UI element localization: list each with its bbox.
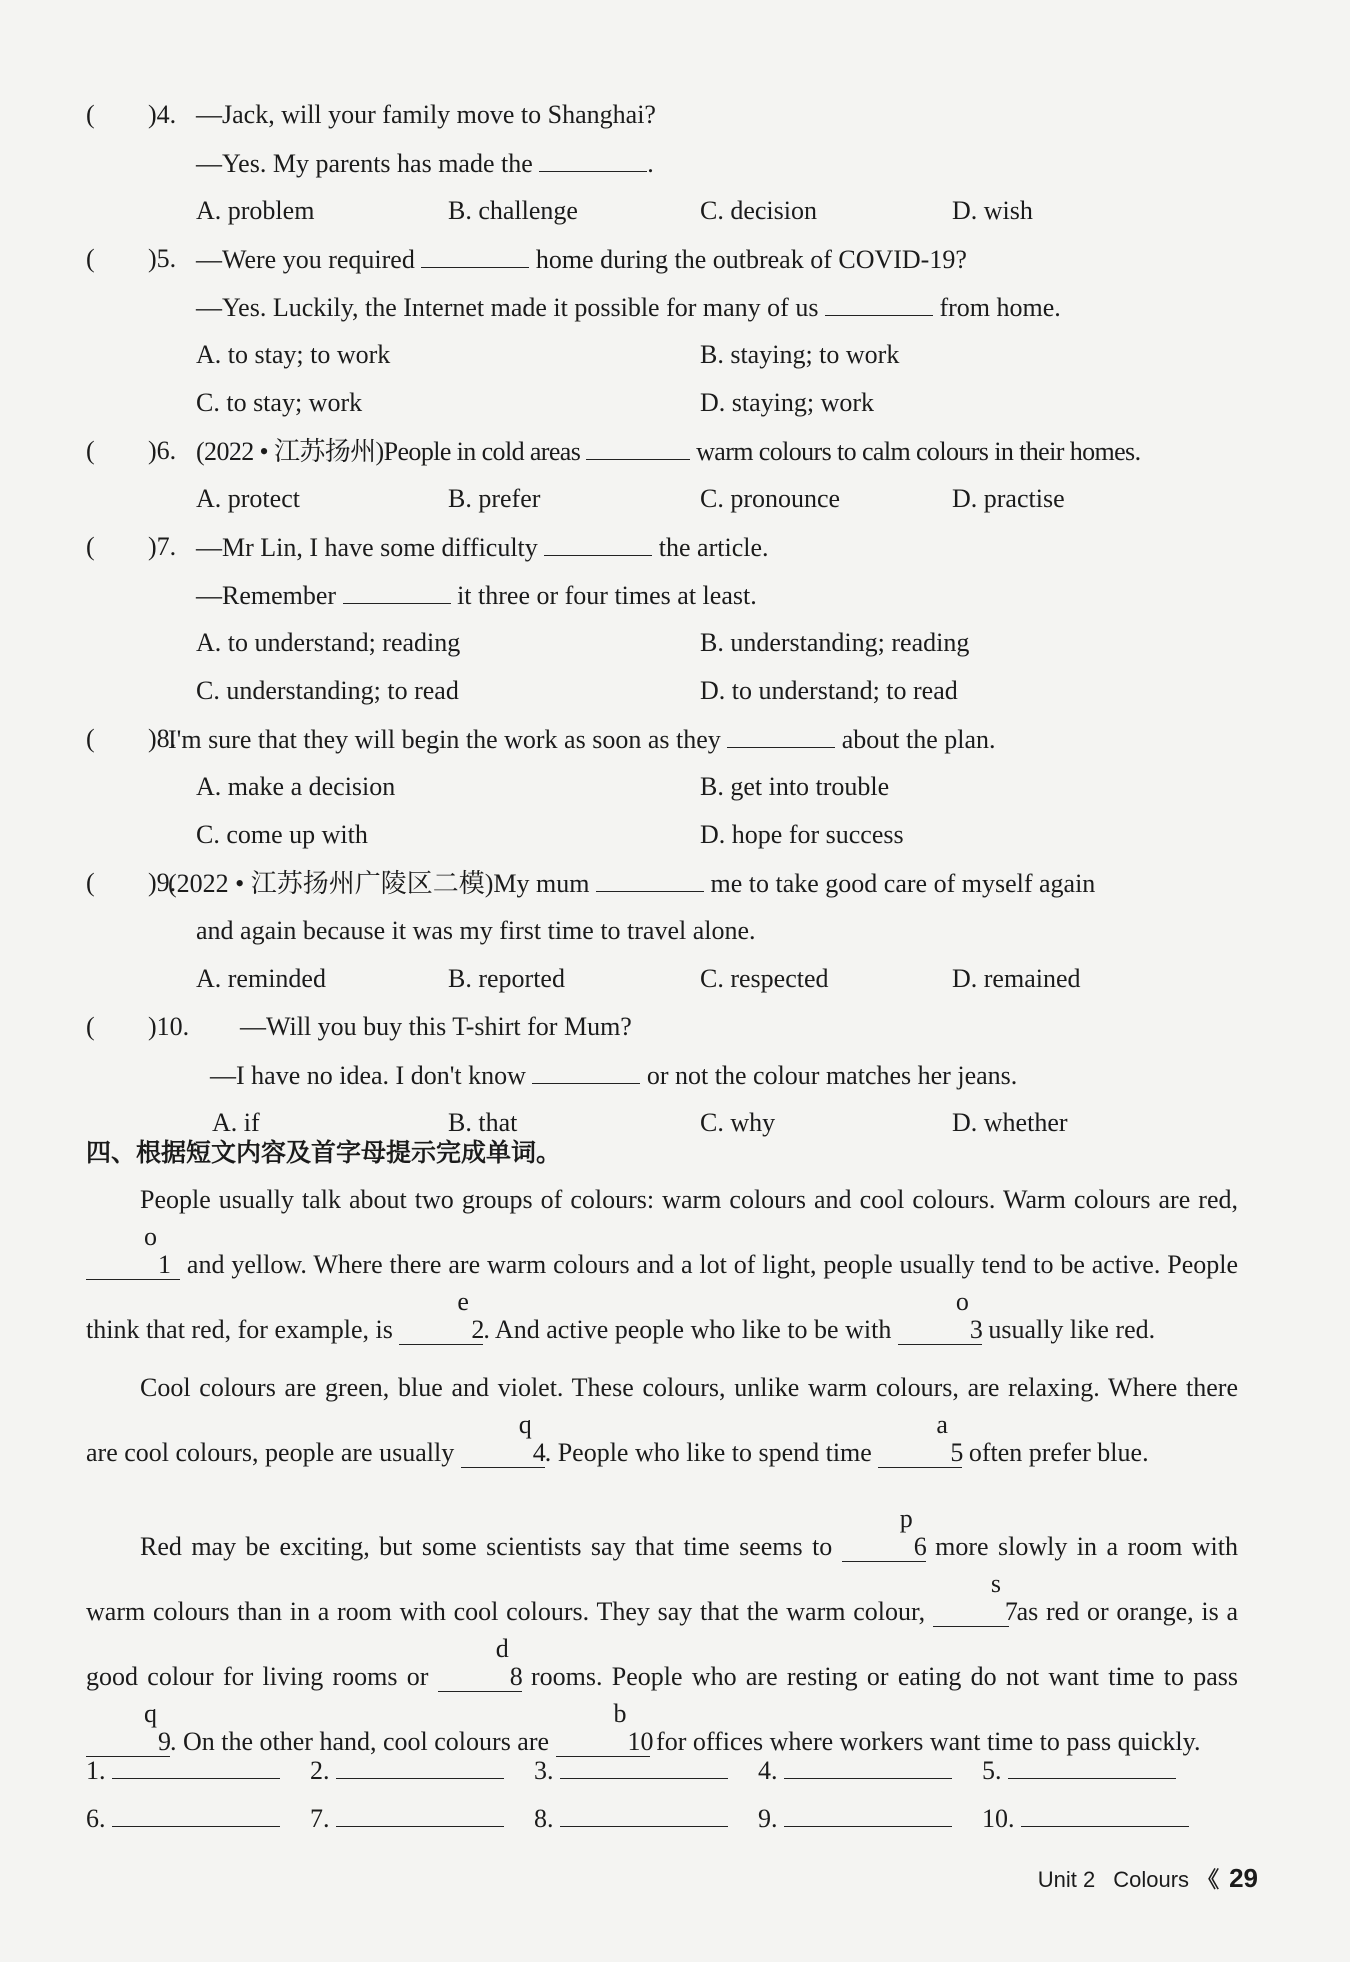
question-number: )5. (148, 244, 177, 273)
question-number: )6. (148, 436, 177, 465)
question-5-line2: —Yes. Luckily, the Internet made it possible for many of us from home. (0, 285, 1350, 329)
answer-field-9[interactable]: 9. (758, 1796, 952, 1841)
option-c[interactable]: C. to stay; work (196, 388, 363, 417)
answer-field-6[interactable]: 6. (86, 1796, 280, 1841)
passage-blank-3[interactable]: o3 (898, 1288, 982, 1345)
passage-blank-6[interactable]: p6 (842, 1505, 926, 1562)
question-7-options-row2 (0, 669, 1350, 713)
question-8: ( )8. I'm sure that they will begin the work as soon as they about the plan. (0, 717, 1350, 761)
option-b[interactable]: B. reported (448, 964, 565, 993)
question-7: ( )7. —Mr Lin, I have some difficulty the article. (0, 525, 1350, 569)
option-d[interactable]: D. wish (952, 196, 1033, 225)
answer-paren: ( (86, 436, 95, 465)
question-4-options (0, 189, 1350, 233)
fill-blank[interactable] (727, 717, 835, 748)
answer-field-8[interactable]: 8. (534, 1796, 728, 1841)
question-4 (0, 93, 1350, 137)
fill-blank[interactable] (586, 429, 690, 460)
question-9: ( )9. (2022 • 江苏扬州广陵区二模)My mum me to take good care of myself again (0, 861, 1350, 905)
question-number: )8. (148, 724, 177, 753)
question-9-line2: and again because it was my first time to travel alone. (196, 916, 756, 945)
question-6: ( )6. (2022 • 江苏扬州)People in cold areas warm colours to calm colours in their homes. (0, 429, 1350, 473)
question-8-options-row1 (0, 765, 1350, 809)
question-text: —Will you buy this T-shirt for Mum? (240, 1012, 632, 1041)
answer-paren: ( (86, 244, 95, 273)
question-7-line2: —Remember it three or four times at least. (0, 573, 1350, 617)
question-5-options-row1 (0, 333, 1350, 377)
option-c[interactable]: C. understanding; to read (196, 676, 459, 705)
answer-field-7[interactable]: 7. (310, 1796, 504, 1841)
option-a[interactable]: A. problem (196, 196, 315, 225)
page-number: 29 (1229, 1863, 1258, 1893)
answer-paren: ( (86, 532, 95, 561)
option-a[interactable]: A. if (212, 1108, 260, 1137)
fill-blank[interactable] (539, 141, 647, 172)
passage-paragraph-1: People usually talk about two groups of colours: warm colours and cool colours. Warm colours are red, o1 and yellow. Where there are warm colours and a lot of light, people usually tend to be active. People think that red, for example, is e2. And active people who like to be with o3 usually like red. (86, 1185, 1238, 1344)
question-6-options (0, 477, 1350, 521)
question-10 (0, 1005, 1350, 1049)
fill-blank[interactable] (544, 525, 652, 556)
option-a[interactable]: A. to stay; to work (196, 340, 391, 369)
question-text: —Jack, will your family move to Shanghai? (196, 100, 656, 129)
fill-blank[interactable] (596, 861, 704, 892)
question-5-options-row2 (0, 381, 1350, 425)
option-c[interactable]: C. decision (700, 196, 817, 225)
passage-paragraph-2: Cool colours are green, blue and violet. These colours, unlike warm colours, are relaxing. Where there are cool colours, people are usually q4. People who like to spend time a5 often prefer blue. (86, 1373, 1238, 1467)
option-d[interactable]: D. whether (952, 1108, 1068, 1137)
question-10-line2: —I have no idea. I don't know or not the colour matches her jeans. (0, 1053, 1350, 1097)
question-number: )10. (148, 1012, 190, 1041)
answer-field-4[interactable]: 4. (758, 1748, 952, 1793)
answer-paren: ( (86, 868, 95, 897)
fill-blank[interactable] (825, 285, 933, 316)
option-c[interactable]: C. respected (700, 964, 829, 993)
passage-blank-2[interactable]: e2 (399, 1288, 483, 1345)
option-b[interactable]: B. staying; to work (700, 340, 900, 369)
option-c[interactable]: C. pronounce (700, 484, 841, 513)
option-c[interactable]: C. why (700, 1108, 776, 1137)
option-b[interactable]: B. prefer (448, 484, 541, 513)
option-a[interactable]: A. reminded (196, 964, 326, 993)
option-a[interactable]: A. make a decision (196, 772, 396, 801)
question-number: )9. (148, 868, 177, 897)
passage-blank-4[interactable]: q4 (461, 1411, 545, 1468)
question-7-options-row1 (0, 621, 1350, 665)
page-footer (1038, 1860, 1258, 1898)
question-9-options (0, 957, 1350, 1001)
option-a[interactable]: A. to understand; reading (196, 628, 461, 657)
answer-field-5[interactable]: 5. (982, 1748, 1176, 1793)
option-a[interactable]: A. protect (196, 484, 300, 513)
option-d[interactable]: D. practise (952, 484, 1065, 513)
passage-paragraph-3: Red may be exciting, but some scientists say that time seems to p6 more slowly in a room with warm colours than in a room with cool colours. They say that the warm colour, s7 as red or orange, is a good colour for living rooms or d8 rooms. People who are resting or eating do not want time to pass q9. On the other hand, cool colours are b10 for offices where workers want time to pass quickly. (86, 1504, 1239, 1756)
option-b[interactable]: B. understanding; reading (700, 628, 970, 657)
question-5: ( )5. —Were you required home during the outbreak of COVID-19? (0, 237, 1350, 281)
fill-blank[interactable] (421, 237, 529, 268)
passage-blank-9[interactable]: q9 (86, 1700, 170, 1757)
fill-blank[interactable] (532, 1053, 640, 1084)
option-b[interactable]: B. get into trouble (700, 772, 890, 801)
option-d[interactable]: D. staying; work (700, 388, 875, 417)
passage-blank-8[interactable]: d8 (438, 1635, 522, 1692)
fill-blank[interactable] (343, 573, 451, 604)
answer-field-3[interactable]: 3. (534, 1748, 728, 1793)
passage-blank-7[interactable]: s7 (933, 1570, 1009, 1627)
option-c[interactable]: C. come up with (196, 820, 368, 849)
option-b[interactable]: B. that (448, 1108, 518, 1137)
passage-blank-1[interactable]: o1 (86, 1223, 180, 1280)
answer-field-10[interactable]: 10. (982, 1796, 1189, 1841)
answer-field-2[interactable]: 2. (310, 1748, 504, 1793)
option-d[interactable]: D. remained (952, 964, 1081, 993)
question-4-line2: —Yes. My parents has made the . (0, 141, 1350, 185)
answer-paren: ( (86, 724, 95, 753)
answer-paren: ( (86, 1012, 95, 1041)
option-b[interactable]: B. challenge (448, 196, 578, 225)
unit-label: Unit 2 (1037, 1867, 1096, 1892)
option-d[interactable]: D. hope for success (700, 820, 904, 849)
chevron-left-icon: 《 (1197, 1867, 1220, 1892)
unit-title: Colours (1113, 1867, 1190, 1892)
answer-field-1[interactable]: 1. (86, 1748, 280, 1793)
question-number: )4. (148, 100, 177, 129)
passage-blank-10[interactable]: b10 (556, 1700, 650, 1757)
passage-blank-5[interactable]: a5 (878, 1411, 962, 1468)
question-number: )7. (148, 532, 177, 561)
answer-paren: ( (86, 100, 95, 129)
question-8-options-row2 (0, 813, 1350, 857)
section-title: 四、根据短文内容及首字母提示完成单词。 (86, 1138, 562, 1167)
option-d[interactable]: D. to understand; to read (700, 676, 958, 705)
